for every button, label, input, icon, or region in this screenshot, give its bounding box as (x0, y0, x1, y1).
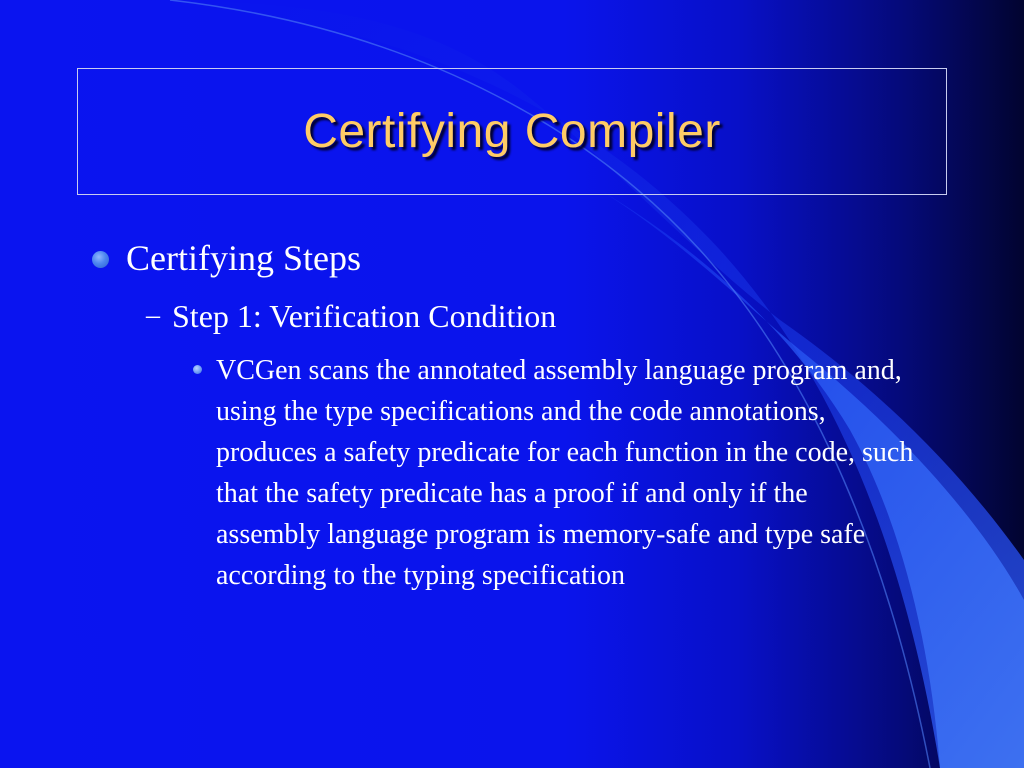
dash-bullet: – (146, 300, 160, 331)
bullet-level2 (146, 296, 556, 336)
bullet-dot-icon (193, 365, 202, 374)
bullet-level1 (92, 234, 361, 282)
slide-title: Certifying Compiler (303, 105, 721, 158)
title-frame (77, 68, 947, 195)
bullet-level3-text: VCGen scans the annotated assembly language program and, using the type specifications and the code annotations, produces a safety predicate for each function in the code, such that the safety predicate has a proof if and only if the assembly language program is memory-safe and type safe according to the typing specification (216, 355, 914, 591)
bullet-dot-icon (92, 251, 109, 268)
bullet-level2-text: Step 1: Verification Condition (172, 297, 557, 334)
bullet-level1-text: Certifying Steps (126, 238, 361, 278)
